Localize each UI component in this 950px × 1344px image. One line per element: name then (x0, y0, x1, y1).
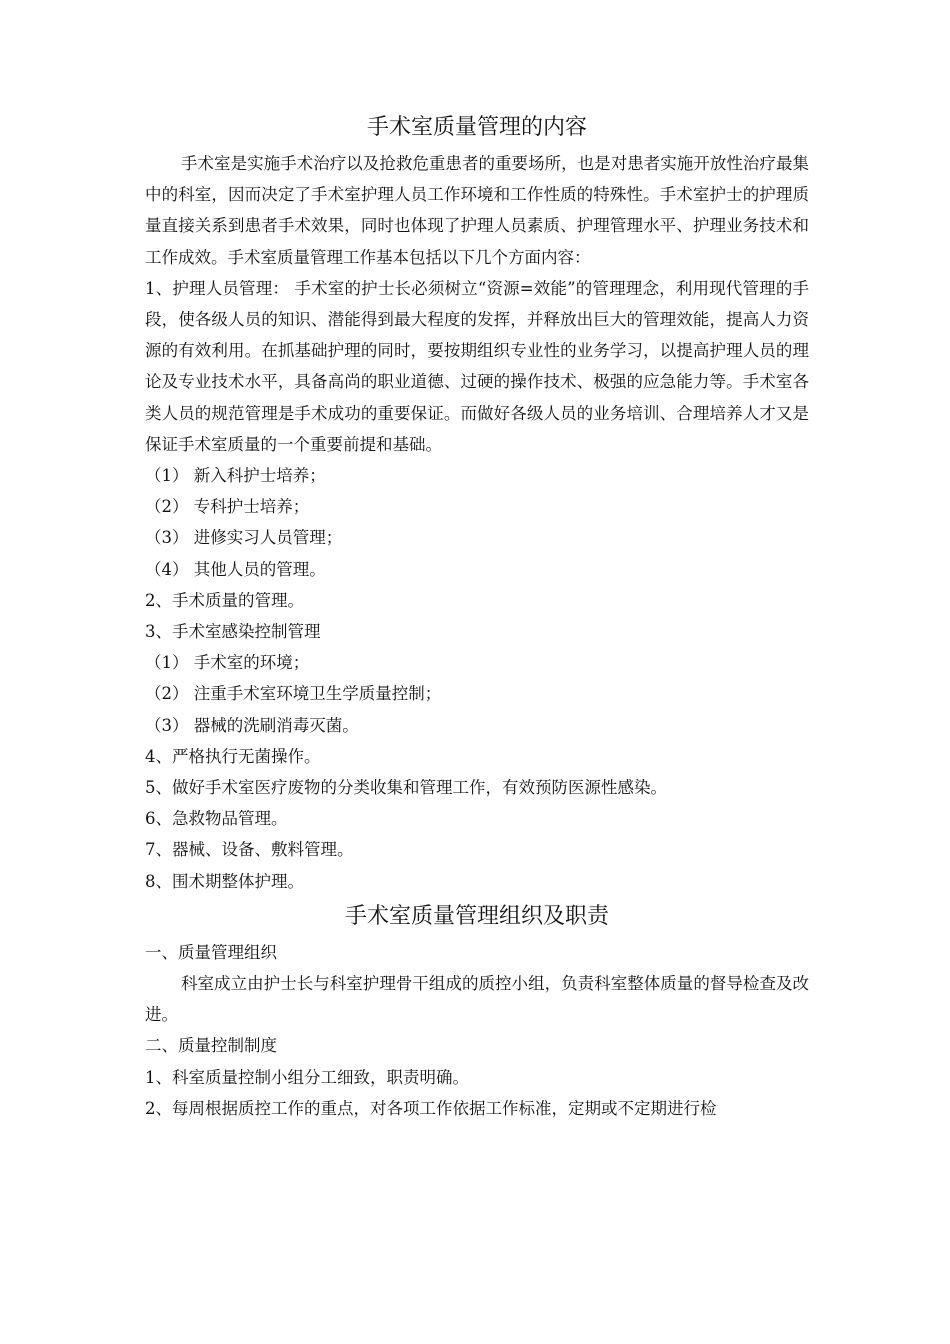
item-3: 3、手术室感染控制管理 (145, 622, 321, 642)
item-7: 7、器械、设备、敷料管理。 (145, 840, 354, 860)
item-6: 6、急救物品管理。 (145, 809, 288, 829)
item-3-sub-2: （2） 注重手术室环境卫生学质量控制； (145, 684, 442, 704)
item-1-sub-4: （4） 其他人员的管理。 (145, 559, 326, 579)
section-2-heading: 二、质量控制制度 (145, 1036, 277, 1056)
intro-paragraph: 手术室是实施手术治疗以及抢救危重患者的重要场所，也是对患者实施开放性治疗最集中的科室，因而决定了手术室护理人员工作环境和工作性质的特殊性。手术室护士的护理质量直接关系到患者手术效果，同时也体现了护理人员素质、护理管理水平、护理业务技术和工作成效。手术室质量管理工作基本包括以下几个方面内容： (145, 154, 809, 267)
section-2-item-2: 2、每周根据质控工作的重点，对各项工作依据工作标准，定期或不定期进行检 (145, 1098, 717, 1118)
item-2: 2、手术质量的管理。 (145, 590, 304, 610)
section-1-heading: 一、质量管理组织 (145, 942, 277, 962)
item-5: 5、做好手术室医疗废物的分类收集和管理工作，有效预防医源性感染。 (145, 778, 667, 798)
item-1-paragraph: 1、护理人员管理： 手术室的护士长必须树立“资源=效能”的管理理念，利用现代管理的手段，使各级人员的知识、潜能得到最大程度的发挥，并释放出巨大的管理效能，提高人力资源的有效利用。在抓基础护理的同时，要按期组织专业性的业务学习，以提高护理人员的理论及专业技术水平，具备高尚的职业道德、过硬的操作技术、极强的应急能力等。手术室各类人员的规范管理是手术成功的重要保证。而做好各级人员的业务培训、合理培养人才又是保证手术室质量的一个重要前提和基础。 (145, 278, 809, 454)
item-3-sub-1: （1） 手术室的环境； (145, 653, 310, 673)
section-2-item-1: 1、科室质量控制小组分工细致，职责明确。 (145, 1067, 469, 1087)
section-title: 手术室质量管理组织及职责 (344, 903, 609, 929)
item-8: 8、围术期整体护理。 (145, 871, 304, 891)
item-1-sub-1: （1） 新入科护士培养； (145, 466, 326, 486)
document-body (145, 108, 809, 1124)
section-1-paragraph: 科室成立由护士长与科室护理骨干组成的质控小组，负责科室整体质量的督导检查及改进。 (145, 974, 809, 1025)
item-1-sub-2: （2） 专科护士培养； (145, 497, 310, 517)
item-1-sub-3: （3） 进修实习人员管理； (145, 528, 343, 548)
item-4: 4、严格执行无菌操作。 (145, 746, 321, 766)
document-title: 手术室质量管理的内容 (366, 115, 587, 140)
item-3-sub-3: （3） 器械的洗刷消毒灭菌。 (145, 715, 359, 735)
